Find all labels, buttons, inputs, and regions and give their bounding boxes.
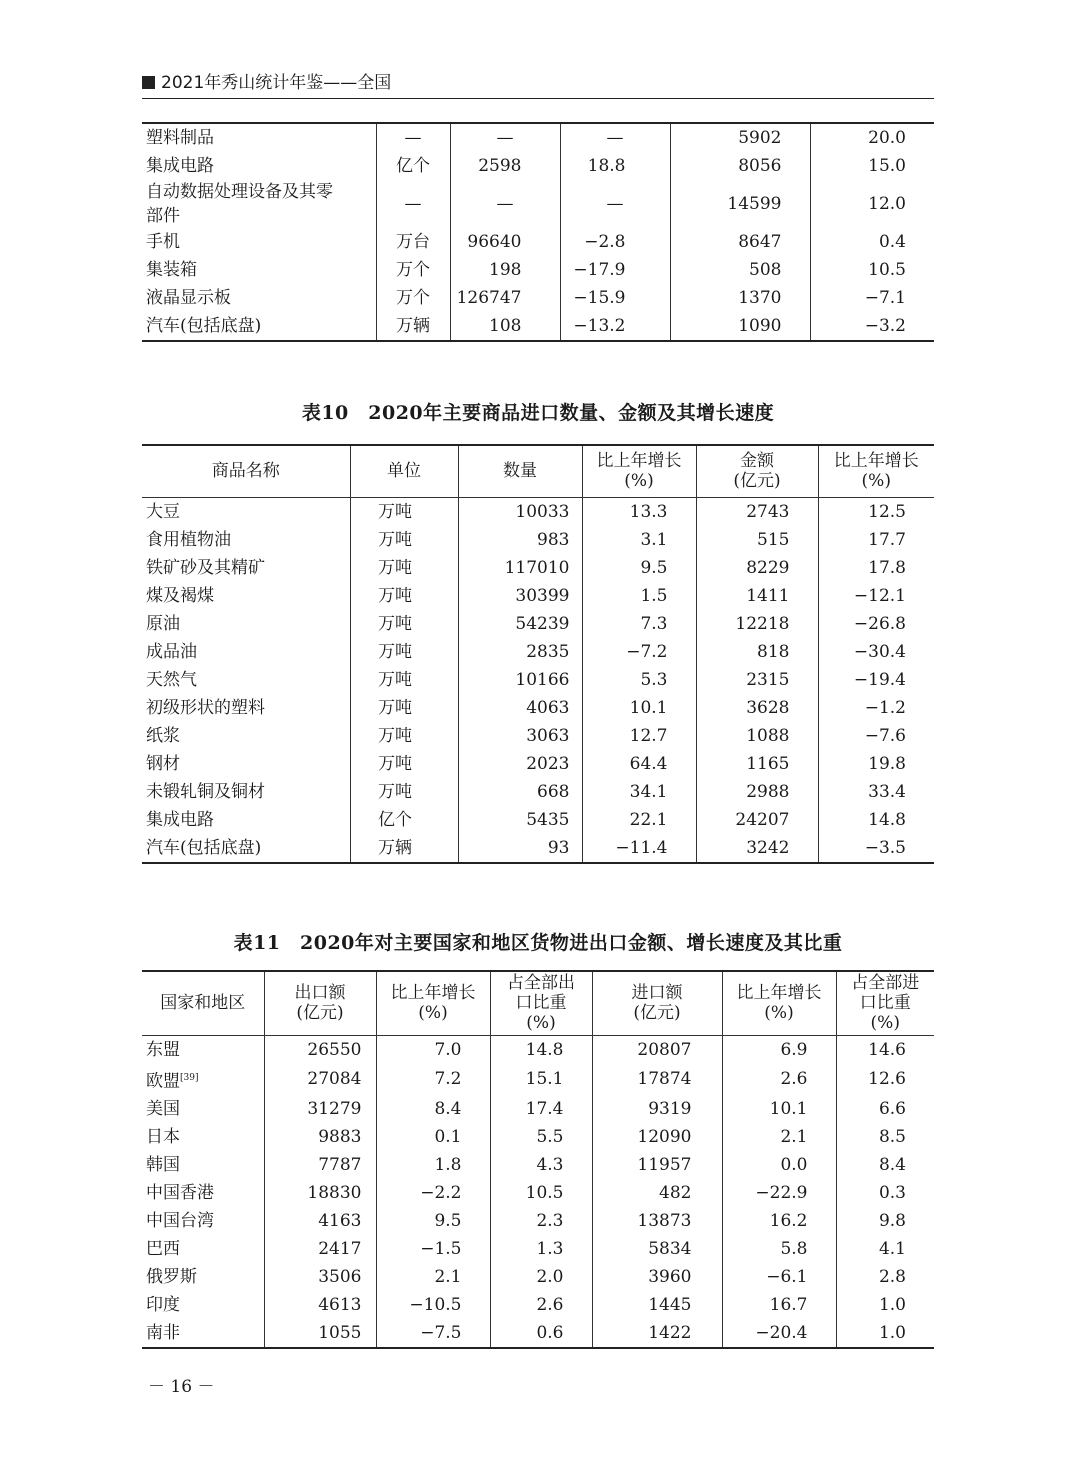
table-row — [142, 1263, 934, 1291]
running-header — [142, 68, 934, 99]
cell-export: 2417 — [264, 1235, 376, 1263]
cell-unit: — — [376, 123, 450, 152]
cell-export-growth: 2.1 — [376, 1263, 490, 1291]
cell-export-growth: −10.5 — [376, 1291, 490, 1319]
table-row — [142, 778, 934, 806]
cell-qty-growth: 1.5 — [582, 582, 696, 610]
cell-name: 原油 — [146, 613, 180, 634]
cell-qty: 983 — [458, 526, 582, 554]
cell-qty: 2023 — [458, 750, 582, 778]
cell-unit: 万个 — [376, 256, 450, 284]
table11-caption: 表11 2020年对主要国家和地区货物进出口金额、增长速度及其比重 — [233, 932, 843, 954]
cell-qty: 5435 — [458, 806, 582, 834]
cell-export-share: 17.4 — [490, 1095, 592, 1123]
cell-amount: 1165 — [696, 750, 818, 778]
cell-unit: 万吨 — [350, 610, 458, 638]
cell-amount-growth: 12.5 — [818, 497, 934, 526]
cell-import-share: 8.5 — [836, 1123, 934, 1151]
cell-export-share: 5.5 — [490, 1123, 592, 1151]
cell-export-share: 14.8 — [490, 1035, 592, 1064]
cell-amount: 12218 — [696, 610, 818, 638]
cell-name: 塑料制品 — [146, 128, 214, 148]
col-header-import: 进口额 (亿元) — [592, 971, 722, 1035]
cell-unit: 万台 — [376, 228, 450, 256]
cell-amount: 1370 — [670, 284, 810, 312]
cell-import: 20807 — [592, 1035, 722, 1064]
cell-import-growth: 6.9 — [722, 1035, 836, 1064]
table-row — [142, 750, 934, 778]
cell-import-growth: 2.1 — [722, 1123, 836, 1151]
cell-import-share: 14.6 — [836, 1035, 934, 1064]
table-row — [142, 312, 934, 341]
square-bullet-icon — [142, 76, 155, 89]
cell-unit: 万吨 — [350, 582, 458, 610]
cell-unit: 万吨 — [350, 778, 458, 806]
table-row — [142, 284, 934, 312]
cell-qty: 93 — [458, 834, 582, 863]
cell-export: 26550 — [264, 1035, 376, 1064]
cell-amount: 24207 — [696, 806, 818, 834]
cell-amount-growth: −3.2 — [810, 312, 934, 341]
cell-name: 初级形状的塑料 — [146, 697, 265, 718]
table-row — [142, 1291, 934, 1319]
cell-export: 3506 — [264, 1263, 376, 1291]
col-header-region: 国家和地区 — [142, 971, 264, 1035]
table-row — [142, 1123, 934, 1151]
cell-region: 东盟 — [146, 1039, 180, 1060]
table-row — [142, 256, 934, 284]
cell-name: 大豆 — [146, 501, 180, 522]
cell-import-share: 1.0 — [836, 1319, 934, 1348]
cell-amount: 2743 — [696, 497, 818, 526]
cell-qty-growth: — — [560, 180, 670, 228]
cell-import-growth: 0.0 — [722, 1151, 836, 1179]
cell-amount: 14599 — [670, 180, 810, 228]
cell-name: 成品油 — [146, 641, 197, 662]
cell-unit: 万吨 — [350, 694, 458, 722]
cell-qty-growth: 12.7 — [582, 722, 696, 750]
cell-amount: 2315 — [696, 666, 818, 694]
cell-unit: 亿个 — [376, 152, 450, 180]
cell-qty: 668 — [458, 778, 582, 806]
cell-amount-growth: 0.4 — [810, 228, 934, 256]
cell-export-growth: 7.0 — [376, 1035, 490, 1064]
cell-amount: 8056 — [670, 152, 810, 180]
col-header-import-growth: 比上年增长 (%) — [722, 971, 836, 1035]
cell-region: 日本 — [146, 1127, 180, 1148]
cell-import-growth: −6.1 — [722, 1263, 836, 1291]
table-row — [142, 666, 934, 694]
table-row — [142, 1319, 934, 1348]
cell-import: 1445 — [592, 1291, 722, 1319]
cell-amount-growth: −26.8 — [818, 610, 934, 638]
cell-qty: 198 — [450, 256, 560, 284]
cell-name: 集成电路 — [146, 156, 214, 176]
cell-region: 中国香港 — [146, 1183, 214, 1204]
cell-import: 482 — [592, 1179, 722, 1207]
cell-region: 南非 — [146, 1323, 180, 1344]
cell-export-growth: −1.5 — [376, 1235, 490, 1263]
cell-amount-growth: 17.7 — [818, 526, 934, 554]
cell-qty: 108 — [450, 312, 560, 341]
cell-amount: 508 — [670, 256, 810, 284]
cell-qty: 10166 — [458, 666, 582, 694]
cell-region: 巴西 — [146, 1239, 180, 1260]
cell-qty-growth: 18.8 — [560, 152, 670, 180]
cell-import-growth: 16.2 — [722, 1207, 836, 1235]
col-header-qty: 数量 — [458, 445, 582, 497]
cell-unit: 万辆 — [350, 834, 458, 863]
cell-name: 自动数据处理设备及其零 部件 — [146, 182, 333, 226]
cell-export: 1055 — [264, 1319, 376, 1348]
cell-region: 韩国 — [146, 1155, 180, 1176]
cell-amount-growth: 12.0 — [810, 180, 934, 228]
cell-unit: 万个 — [376, 284, 450, 312]
footnote-ref: [39] — [180, 1072, 199, 1083]
page-number: － 16 － — [148, 1377, 215, 1397]
col-header-import-share: 占全部进 口比重 (%) — [836, 971, 934, 1035]
table-row — [142, 497, 934, 526]
cell-amount: 5902 — [670, 123, 810, 152]
table-row — [142, 834, 934, 863]
cell-unit: 万吨 — [350, 666, 458, 694]
table10-caption: 表10 2020年主要商品进口数量、金额及其增长速度 — [301, 402, 775, 424]
cell-qty: — — [450, 180, 560, 228]
cell-amount-growth: 15.0 — [810, 152, 934, 180]
cell-unit: 万吨 — [350, 638, 458, 666]
cell-export-growth: −7.5 — [376, 1319, 490, 1348]
cell-import-growth: 16.7 — [722, 1291, 836, 1319]
cell-qty: 96640 — [450, 228, 560, 256]
table-row — [142, 1035, 934, 1064]
col-header-export-share: 占全部出 口比重 (%) — [490, 971, 592, 1035]
cell-export: 18830 — [264, 1179, 376, 1207]
cell-amount-growth: −1.2 — [818, 694, 934, 722]
table-row — [142, 1207, 934, 1235]
cell-amount: 1411 — [696, 582, 818, 610]
col-header-amount: 金额 (亿元) — [696, 445, 818, 497]
cell-qty-growth: −15.9 — [560, 284, 670, 312]
cell-amount-growth: 14.8 — [818, 806, 934, 834]
cell-import-share: 4.1 — [836, 1235, 934, 1263]
table-row — [142, 1095, 934, 1123]
cell-export-share: 2.6 — [490, 1291, 592, 1319]
cell-qty-growth: 13.3 — [582, 497, 696, 526]
table-row — [142, 1064, 934, 1096]
table11 — [142, 970, 934, 1349]
table-row — [142, 554, 934, 582]
cell-qty: 3063 — [458, 722, 582, 750]
cell-import-share: 0.3 — [836, 1179, 934, 1207]
col-header-name: 商品名称 — [142, 445, 350, 497]
cell-import: 9319 — [592, 1095, 722, 1123]
cell-qty: 10033 — [458, 497, 582, 526]
cell-import: 17874 — [592, 1064, 722, 1096]
cell-name: 食用植物油 — [146, 529, 231, 550]
cell-name: 汽车(包括底盘) — [146, 316, 262, 336]
cell-import-growth: 2.6 — [722, 1064, 836, 1096]
cell-region: 俄罗斯 — [146, 1267, 197, 1288]
cell-unit: — — [376, 180, 450, 228]
cell-import: 5834 — [592, 1235, 722, 1263]
cell-export-share: 2.3 — [490, 1207, 592, 1235]
cell-import: 1422 — [592, 1319, 722, 1348]
table-row — [142, 180, 934, 228]
cell-qty-growth: 22.1 — [582, 806, 696, 834]
cell-qty: 117010 — [458, 554, 582, 582]
cell-amount-growth: −19.4 — [818, 666, 934, 694]
col-header-export: 出口额 (亿元) — [264, 971, 376, 1035]
table-row — [142, 638, 934, 666]
cell-qty-growth: 64.4 — [582, 750, 696, 778]
cell-amount: 1088 — [696, 722, 818, 750]
cell-unit: 万吨 — [350, 554, 458, 582]
cell-qty-growth: 7.3 — [582, 610, 696, 638]
cell-export: 27084 — [264, 1064, 376, 1096]
cell-qty-growth: 5.3 — [582, 666, 696, 694]
cell-qty-growth: 10.1 — [582, 694, 696, 722]
cell-amount: 2988 — [696, 778, 818, 806]
cell-region: 印度 — [146, 1295, 180, 1316]
cell-import-growth: 5.8 — [722, 1235, 836, 1263]
cell-amount-growth: 17.8 — [818, 554, 934, 582]
cell-import-growth: −22.9 — [722, 1179, 836, 1207]
cell-amount: 818 — [696, 638, 818, 666]
table-row — [142, 610, 934, 638]
cell-export-growth: 9.5 — [376, 1207, 490, 1235]
cell-amount-growth: −7.1 — [810, 284, 934, 312]
cell-import-growth: −20.4 — [722, 1319, 836, 1348]
cell-import-share: 6.6 — [836, 1095, 934, 1123]
cell-export-growth: 8.4 — [376, 1095, 490, 1123]
cell-qty-growth: 3.1 — [582, 526, 696, 554]
cell-import-growth: 10.1 — [722, 1095, 836, 1123]
cell-qty-growth: — — [560, 123, 670, 152]
cell-import-share: 8.4 — [836, 1151, 934, 1179]
cell-qty-growth: −11.4 — [582, 834, 696, 863]
cell-name: 未锻轧铜及铜材 — [146, 781, 265, 802]
table9-continued — [142, 122, 934, 342]
cell-amount-growth: −30.4 — [818, 638, 934, 666]
cell-region: 欧盟[39] — [146, 1071, 199, 1092]
cell-amount: 3242 — [696, 834, 818, 863]
cell-qty: 30399 — [458, 582, 582, 610]
col-header-export-growth: 比上年增长 (%) — [376, 971, 490, 1035]
cell-qty: 126747 — [450, 284, 560, 312]
cell-import-share: 2.8 — [836, 1263, 934, 1291]
cell-amount: 1090 — [670, 312, 810, 341]
cell-amount-growth: 20.0 — [810, 123, 934, 152]
col-header-unit: 单位 — [350, 445, 458, 497]
cell-export: 31279 — [264, 1095, 376, 1123]
cell-region: 美国 — [146, 1099, 180, 1120]
cell-qty-growth: −17.9 — [560, 256, 670, 284]
table10 — [142, 444, 934, 864]
cell-export-growth: 0.1 — [376, 1123, 490, 1151]
cell-amount: 8647 — [670, 228, 810, 256]
cell-name: 集成电路 — [146, 809, 214, 830]
cell-unit: 万吨 — [350, 526, 458, 554]
cell-import-share: 12.6 — [836, 1064, 934, 1096]
cell-qty-growth: −7.2 — [582, 638, 696, 666]
cell-export-growth: 7.2 — [376, 1064, 490, 1096]
cell-amount-growth: 19.8 — [818, 750, 934, 778]
cell-qty-growth: −13.2 — [560, 312, 670, 341]
cell-export-share: 1.3 — [490, 1235, 592, 1263]
cell-export-share: 15.1 — [490, 1064, 592, 1096]
cell-export-share: 0.6 — [490, 1319, 592, 1348]
cell-qty-growth: 9.5 — [582, 554, 696, 582]
cell-import: 3960 — [592, 1263, 722, 1291]
table-row — [142, 152, 934, 180]
table-row — [142, 1151, 934, 1179]
cell-amount: 8229 — [696, 554, 818, 582]
cell-export: 9883 — [264, 1123, 376, 1151]
table-row — [142, 228, 934, 256]
cell-amount-growth: −3.5 — [818, 834, 934, 863]
cell-export-growth: 1.8 — [376, 1151, 490, 1179]
cell-import: 12090 — [592, 1123, 722, 1151]
cell-name: 集装箱 — [146, 260, 197, 280]
cell-unit: 万吨 — [350, 750, 458, 778]
cell-name: 纸浆 — [146, 725, 180, 746]
table-row — [142, 526, 934, 554]
cell-name: 钢材 — [146, 753, 180, 774]
table-row — [142, 123, 934, 152]
cell-amount-growth: 33.4 — [818, 778, 934, 806]
cell-amount-growth: −12.1 — [818, 582, 934, 610]
cell-import: 13873 — [592, 1207, 722, 1235]
cell-name: 煤及褐煤 — [146, 585, 214, 606]
cell-export: 7787 — [264, 1151, 376, 1179]
table-row — [142, 806, 934, 834]
cell-export: 4613 — [264, 1291, 376, 1319]
cell-name: 天然气 — [146, 669, 197, 690]
cell-name: 手机 — [146, 232, 180, 252]
cell-unit: 亿个 — [350, 806, 458, 834]
cell-name: 汽车(包括底盘) — [146, 837, 262, 858]
cell-import-share: 9.8 — [836, 1207, 934, 1235]
cell-amount: 3628 — [696, 694, 818, 722]
cell-qty: 4063 — [458, 694, 582, 722]
col-header-qty-growth: 比上年增长 (%) — [582, 445, 696, 497]
cell-qty: 54239 — [458, 610, 582, 638]
cell-unit: 万吨 — [350, 722, 458, 750]
cell-amount-growth: 10.5 — [810, 256, 934, 284]
cell-export-growth: −2.2 — [376, 1179, 490, 1207]
table-row — [142, 1179, 934, 1207]
cell-qty: 2835 — [458, 638, 582, 666]
cell-unit: 万吨 — [350, 497, 458, 526]
cell-export-share: 4.3 — [490, 1151, 592, 1179]
table-row — [142, 1235, 934, 1263]
header-title: 2021年秀山统计年鉴——全国 — [161, 73, 392, 93]
table-row — [142, 694, 934, 722]
table-row — [142, 582, 934, 610]
cell-qty-growth: 34.1 — [582, 778, 696, 806]
cell-qty: 2598 — [450, 152, 560, 180]
cell-export-share: 10.5 — [490, 1179, 592, 1207]
table-row — [142, 722, 934, 750]
cell-import-share: 1.0 — [836, 1291, 934, 1319]
cell-import: 11957 — [592, 1151, 722, 1179]
cell-name: 液晶显示板 — [146, 288, 231, 308]
cell-amount-growth: −7.6 — [818, 722, 934, 750]
cell-name: 铁矿砂及其精矿 — [146, 557, 265, 578]
cell-region: 中国台湾 — [146, 1211, 214, 1232]
cell-export: 4163 — [264, 1207, 376, 1235]
cell-export-share: 2.0 — [490, 1263, 592, 1291]
cell-qty-growth: −2.8 — [560, 228, 670, 256]
cell-unit: 万辆 — [376, 312, 450, 341]
cell-qty: — — [450, 123, 560, 152]
cell-amount: 515 — [696, 526, 818, 554]
col-header-amount-growth: 比上年增长 (%) — [818, 445, 934, 497]
